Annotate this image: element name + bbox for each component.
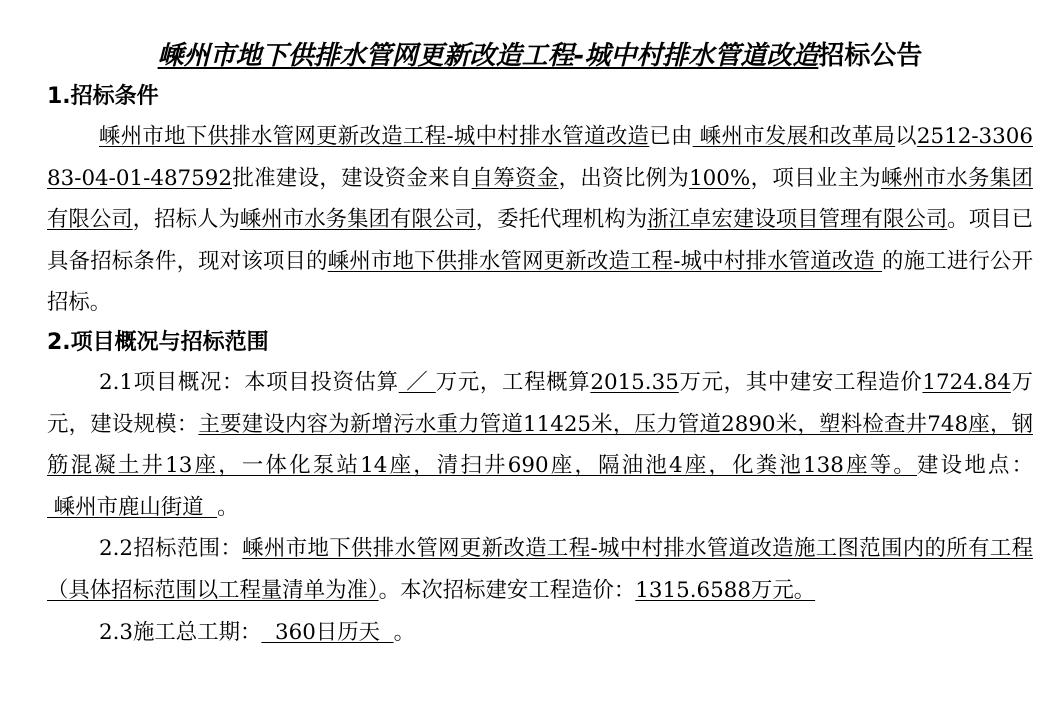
section-2-2-paragraph xyxy=(47,528,1033,611)
construction-scale: 主要建设内容为新增污水重力管道11425米，压力管道2890米，塑料检查井748座，钢筋混凝土井13座，一体化泵站14座，清扫井690座，隔油池4座，化粪池138座等。 xyxy=(47,411,1033,479)
investment-estimate: ／ xyxy=(398,369,436,395)
text-fragment: 万元，其中建安工程造价 xyxy=(678,369,923,395)
project-name-repeat: 嵊州市地下供排水管网更新改造工程-城中村排水管道改造 xyxy=(327,248,883,274)
text-fragment: 的施工进行公开招标。 xyxy=(47,248,1033,316)
text-fragment: 。本次招标建安工程造价： xyxy=(378,577,636,603)
text-fragment: ，招标人为 xyxy=(132,207,240,233)
text-fragment: 批准建设，建设资金来自 xyxy=(232,165,472,191)
text-fragment: 2.1项目概况：本项目投资估算 xyxy=(99,369,399,395)
tender-scope: 嵊州市地下供排水管网更新改造工程-城中村排水管道改造施工图范围内的所有工程（具体招标范围以工程量清单为准） xyxy=(47,536,1033,603)
title-project-name: 嵊州市地下供排水管网更新改造工程-城中村排水管道改造 xyxy=(157,41,819,71)
text-fragment: 2.2招标范围： xyxy=(99,536,243,562)
text-fragment: 。 xyxy=(393,619,415,645)
section-1-heading: 1.招标条件 xyxy=(47,84,159,109)
construction-duration: 360日历天 xyxy=(261,619,394,645)
approving-authority: 嵊州市发展和改革局 xyxy=(692,124,896,149)
text-fragment: 。项目已具备招标条件，现对该项目的 xyxy=(47,207,1033,274)
fund-source: 自筹资金 xyxy=(471,165,559,191)
text-fragment: 已由 xyxy=(649,124,693,149)
text-fragment: 以 xyxy=(895,124,917,149)
text-fragment: 万元，工程概算 xyxy=(435,369,591,395)
fund-ratio: 100% xyxy=(689,165,751,191)
tenderer: 嵊州市水务集团有限公司 xyxy=(239,207,476,233)
project-owner: 嵊州市水务集团有限公司 xyxy=(47,165,1033,233)
section-2-heading: 2.项目概况与招标范围 xyxy=(47,329,269,355)
project-name: 嵊州市地下供排水管网更新改造工程-城中村排水管道改造 xyxy=(99,124,650,149)
text-fragment: ，委托代理机构为 xyxy=(475,207,648,233)
construction-cost: 1724.84 xyxy=(922,369,1011,395)
agency: 浙江卓宏建设项目管理有限公司 xyxy=(647,207,948,233)
title-suffix: 招标公告 xyxy=(818,41,923,71)
text-fragment: ，出资比例为 xyxy=(558,165,690,191)
budget-estimate: 2015.35 xyxy=(590,369,679,395)
approval-number: 2512-330683-04-01-487592 xyxy=(47,124,1033,191)
section-1-paragraph xyxy=(47,116,1033,324)
text-fragment: 建设地点： xyxy=(917,453,1033,479)
section-2-1-paragraph xyxy=(47,362,1033,528)
text-fragment: 万元，建设规模： xyxy=(47,369,1033,437)
tender-price: 1315.6588万元。 xyxy=(635,577,816,603)
text-fragment: 。 xyxy=(217,494,239,520)
section-2-3-paragraph xyxy=(47,612,1033,654)
text-fragment: ，项目业主为 xyxy=(750,165,882,191)
text-fragment: 2.3施工总工期： xyxy=(99,619,262,645)
announcement-title xyxy=(47,36,1033,76)
construction-location: 嵊州市鹿山街道 xyxy=(47,494,218,520)
